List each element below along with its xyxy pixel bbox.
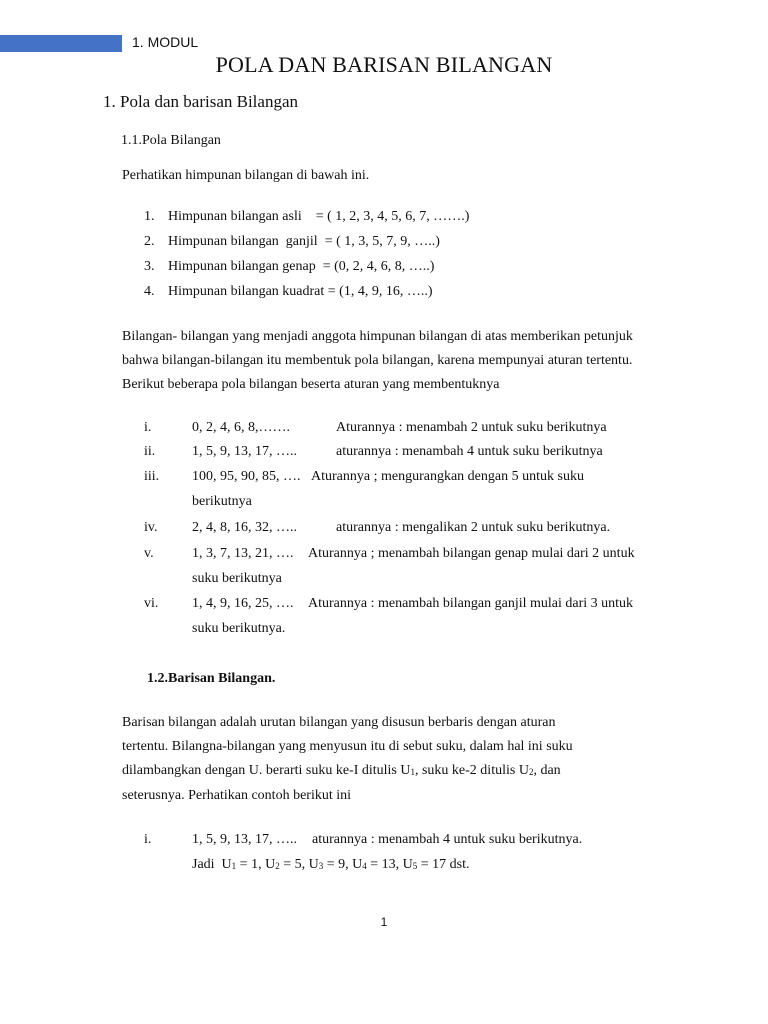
pattern-rule: aturannya : menambah 4 untuk suku berikutnya.	[312, 832, 583, 847]
list-item	[144, 234, 440, 250]
subsection-heading-barisan: 1.2.Barisan Bilangan.	[147, 671, 276, 686]
roman-numeral: i.	[144, 832, 152, 847]
section-heading: 1. Pola dan barisan Bilangan	[103, 92, 298, 111]
list-item	[144, 284, 433, 300]
subscript: 1	[410, 767, 415, 777]
number-sequence: 1, 5, 9, 13, 17, …..	[192, 832, 297, 847]
list-text: Himpunan bilangan asli = ( 1, 2, 3, 4, 5, 6, 7, …….)	[168, 209, 470, 224]
subscript: 5	[412, 861, 418, 871]
paragraph-line: bahwa bilangan-bilangan itu membentuk pola bilangan, karena mempunyai aturan tertentu.	[122, 353, 633, 368]
number-sequence: 0, 2, 4, 6, 8,…….	[192, 420, 290, 435]
header-accent-bar	[0, 35, 122, 52]
text-fragment: dilambangkan dengan U. berarti suku ke-I ditulis U	[122, 763, 411, 778]
pattern-rule: Aturannya : menambah 2 untuk suku berikutnya	[336, 420, 607, 435]
list-text: Himpunan bilangan kuadrat = (1, 4, 9, 16, …..)	[168, 284, 433, 299]
text-fragment: = 5, U	[279, 857, 319, 872]
roman-numeral: vi.	[144, 596, 159, 611]
roman-numeral: iii.	[144, 469, 160, 484]
module-label: 1. MODUL	[132, 34, 199, 50]
text-fragment: , suku ke-2 ditulis U	[414, 763, 529, 778]
pattern-rule: Aturannya : menambah bilangan ganjil mulai dari 3 untuk	[308, 596, 634, 611]
paragraph-line: Bilangan- bilangan yang menjadi anggota himpunan bilangan di atas memberikan petunjuk	[122, 329, 633, 344]
pattern-rule: Aturannya ; menambah bilangan genap mulai dari 2 untuk	[308, 546, 635, 561]
paragraph-line	[122, 759, 656, 784]
number-sequence: 100, 95, 90, 85, ….	[192, 469, 301, 484]
paragraph-line: Barisan bilangan adalah urutan bilangan yang disusun berbaris dengan aturan	[122, 715, 556, 730]
roman-numeral: i.	[144, 420, 152, 435]
pattern-rule: Aturannya ; mengurangkan dengan 5 untuk suku	[311, 469, 584, 484]
page-title: POLA DAN BARISAN BILANGAN	[215, 52, 553, 77]
subscript: 3	[318, 861, 324, 871]
number-sequence: 1, 4, 9, 16, 25, ….	[192, 596, 294, 611]
subsection-heading-pola: 1.1.Pola Bilangan	[121, 133, 221, 148]
subscript: 4	[362, 861, 367, 871]
example-terms	[192, 857, 469, 873]
list-number: 3.	[144, 259, 155, 274]
subscript: 1	[231, 861, 237, 871]
number-sequence: 1, 5, 9, 13, 17, …..	[192, 444, 297, 459]
text-fragment: = 13, U	[366, 857, 413, 872]
pattern-rule: aturannya : menambah 4 untuk suku berikutnya	[336, 444, 603, 459]
list-item	[144, 209, 469, 225]
intro-paragraph: Perhatikan himpunan bilangan di bawah ini.	[122, 168, 370, 183]
text-fragment: = 9, U	[323, 857, 363, 872]
paragraph-line: tertentu. Bilangna-bilangan yang menyusun itu di sebut suku, dalam hal ini suku	[122, 739, 573, 754]
roman-numeral: ii.	[144, 444, 156, 459]
pattern-rule-continuation: berikutnya	[192, 494, 252, 509]
paragraph-line: seterusnya. Perhatikan contoh berikut ini	[122, 788, 351, 803]
list-number: 2.	[144, 234, 155, 249]
list-number: 4.	[144, 284, 155, 299]
list-number: 1.	[144, 209, 155, 224]
text-fragment: , dan	[533, 763, 561, 778]
number-sequence: 1, 3, 7, 13, 21, ….	[192, 546, 294, 561]
subscript: 2	[275, 861, 280, 871]
text-fragment: Jadi U	[192, 857, 232, 872]
page-number: 1	[380, 915, 388, 929]
list-text: Himpunan bilangan genap = (0, 2, 4, 6, 8, …..)	[168, 259, 435, 274]
roman-numeral: iv.	[144, 520, 158, 535]
subscript: 2	[528, 767, 534, 777]
list-item	[144, 259, 434, 275]
text-fragment: = 1, U	[236, 857, 276, 872]
barisan-paragraph	[122, 711, 656, 808]
paragraph-line: Berikut beberapa pola bilangan beserta aturan yang membentuknya	[122, 377, 500, 392]
number-sequence: 2, 4, 8, 16, 32, …..	[192, 520, 297, 535]
pattern-rule-continuation: suku berikutnya.	[192, 621, 286, 636]
text-fragment: = 17 dst.	[417, 857, 470, 872]
list-text: Himpunan bilangan ganjil = ( 1, 3, 5, 7, 9, …..)	[168, 234, 440, 249]
pattern-rule: aturannya : mengalikan 2 untuk suku berikutnya.	[336, 520, 611, 535]
pattern-rule-continuation: suku berikutnya	[192, 571, 282, 586]
roman-numeral: v.	[144, 546, 154, 561]
explanation-paragraph	[122, 325, 633, 397]
